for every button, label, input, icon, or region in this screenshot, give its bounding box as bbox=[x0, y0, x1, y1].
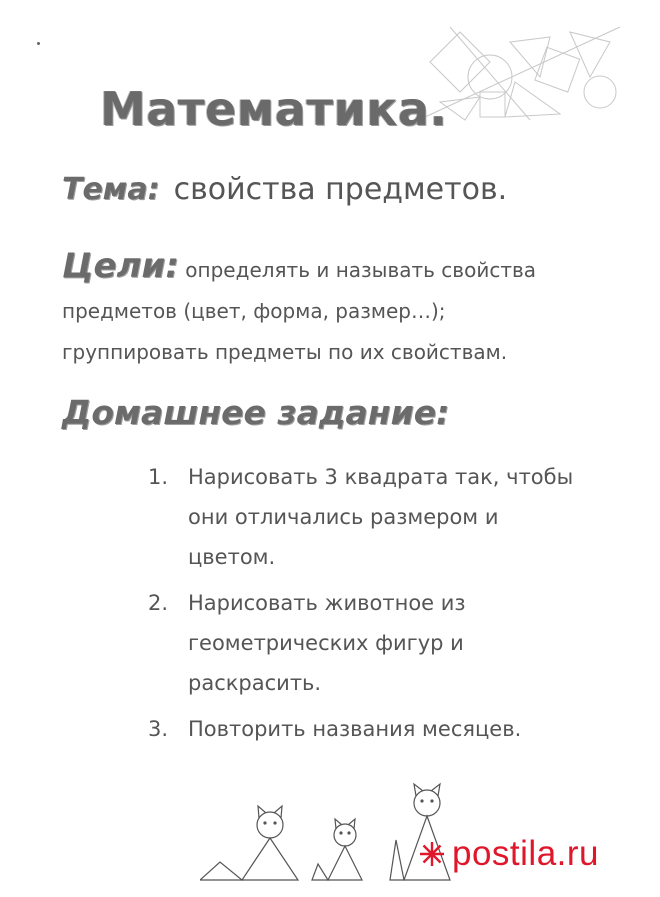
watermark bbox=[420, 834, 599, 874]
goals-text-3: группировать предметы по их свойствам. bbox=[62, 340, 508, 364]
task-item-3 bbox=[148, 709, 628, 749]
goals-text-2: предметов (цвет, форма, размер…); bbox=[62, 299, 446, 323]
cat-figure-left bbox=[200, 806, 298, 880]
geometric-shapes-illustration bbox=[420, 22, 625, 122]
task-line: Нарисовать животное из bbox=[188, 591, 466, 615]
postila-logo-icon bbox=[420, 842, 444, 866]
goals-label: Цели: bbox=[62, 246, 179, 286]
task-number: 1. bbox=[148, 465, 169, 489]
topic-label: Тема: bbox=[62, 172, 160, 207]
task-item-2 bbox=[148, 583, 628, 703]
task-line: Повторить названия месяцев. bbox=[188, 717, 522, 741]
task-line: Нарисовать 3 квадрата так, чтобы bbox=[188, 465, 574, 489]
goals-text-1: определять и называть свойства bbox=[185, 258, 537, 282]
homework-task-list bbox=[148, 457, 628, 755]
task-line: цветом. bbox=[188, 545, 276, 569]
task-line: геометрических фигур и bbox=[188, 631, 464, 655]
homework-heading: Домашнее задание: bbox=[62, 393, 450, 432]
page-title: Математика. bbox=[100, 82, 448, 136]
watermark-text: postila.ru bbox=[452, 834, 600, 873]
task-number: 3. bbox=[148, 717, 169, 741]
task-line: раскрасить. bbox=[188, 671, 322, 695]
task-number: 2. bbox=[148, 591, 169, 615]
topic-line bbox=[62, 172, 507, 207]
task-item-1 bbox=[148, 457, 628, 577]
topic-value: свойства предметов. bbox=[173, 172, 508, 207]
cat-figure-middle bbox=[312, 819, 362, 880]
task-line: они отличались размером и bbox=[188, 505, 499, 529]
speck-mark bbox=[37, 42, 40, 45]
goals-line-1 bbox=[62, 246, 642, 286]
